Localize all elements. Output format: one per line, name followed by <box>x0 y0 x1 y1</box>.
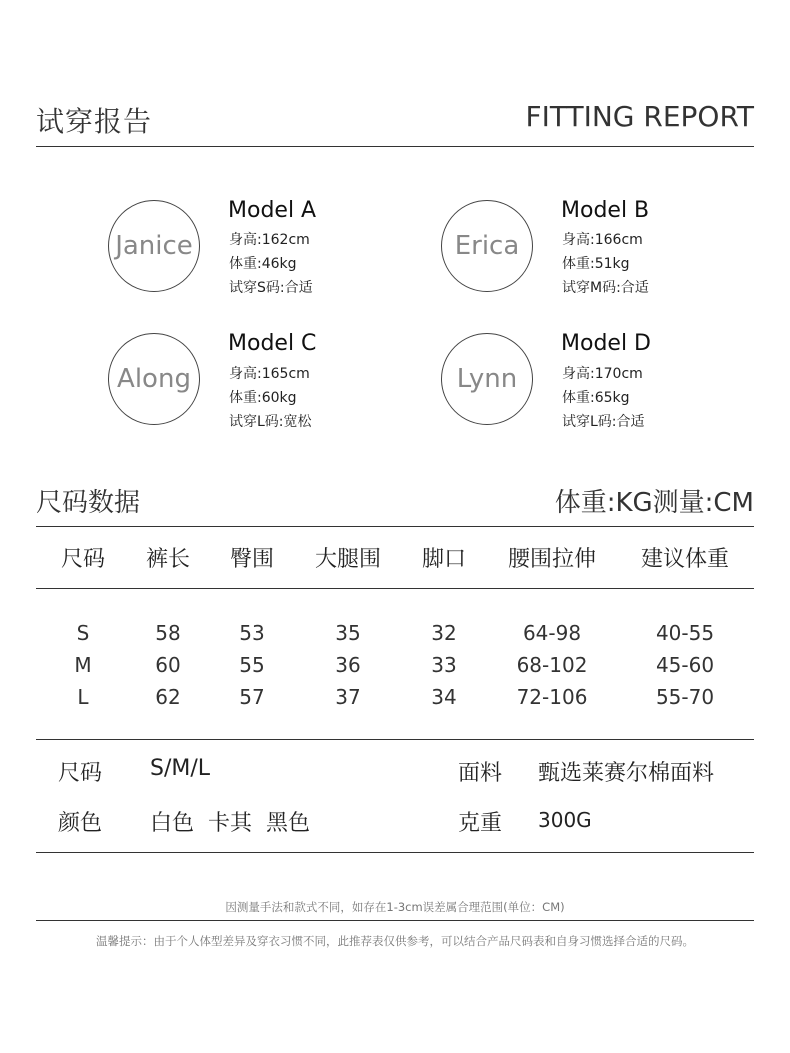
report-title-en: FITTING REPORT <box>525 100 754 133</box>
size-section-title: 尺码数据 <box>36 488 141 518</box>
table-cell: S <box>76 621 90 645</box>
model-weight: 体重:51kg <box>562 256 630 272</box>
table-cell: 58 <box>155 621 181 645</box>
table-header-cell: 臀围 <box>229 547 274 572</box>
table-cell: 36 <box>335 653 361 677</box>
header-divider <box>36 146 754 147</box>
color-value: 白色 卡其 黑色 <box>150 811 310 836</box>
table-cell: 55 <box>239 653 265 677</box>
model-height: 身高:170cm <box>562 366 643 382</box>
model-name: Model D <box>561 331 651 356</box>
model-fit: 试穿L码:宽松 <box>229 414 312 430</box>
table-cell: M <box>74 653 92 677</box>
color-label: 颜色 <box>58 811 103 836</box>
table-cell: 57 <box>239 685 265 709</box>
model-avatar-circle: Janice <box>108 200 200 292</box>
table-cell: 60 <box>155 653 181 677</box>
table-header-divider <box>36 588 754 589</box>
table-cell: 34 <box>431 685 457 709</box>
gram-label: 克重 <box>458 811 503 836</box>
table-header-cell: 裤长 <box>145 547 190 572</box>
table-header-cell: 尺码 <box>60 547 105 572</box>
measure-note: 因测量手法和款式不同，如存在1-3cm误差属合理范围(单位：CM) <box>225 900 565 914</box>
table-cell: 37 <box>335 685 361 709</box>
table-cell: 68-102 <box>516 653 588 677</box>
model-fit: 试穿S码:合适 <box>229 280 313 296</box>
model-height: 身高:166cm <box>562 232 643 248</box>
gram-value: 300G <box>538 808 592 832</box>
table-cell: 72-106 <box>516 685 588 709</box>
table-cell: 33 <box>431 653 457 677</box>
model-weight: 体重:65kg <box>562 390 630 406</box>
table-cell: 62 <box>155 685 181 709</box>
model-weight: 体重:60kg <box>229 390 297 406</box>
report-title-cn: 试穿报告 <box>36 105 153 138</box>
table-cell: 53 <box>239 621 265 645</box>
model-avatar-circle: Lynn <box>441 333 533 425</box>
model-height: 身高:162cm <box>229 232 310 248</box>
table-cell: 35 <box>335 621 361 645</box>
model-weight: 体重:46kg <box>229 256 297 272</box>
fabric-value: 甄选莱赛尔棉面料 <box>538 761 715 786</box>
size-value: S/M/L <box>150 756 211 781</box>
table-cell: 55-70 <box>655 685 715 709</box>
table-cell: L <box>77 685 89 709</box>
model-height: 身高:165cm <box>229 366 310 382</box>
note-divider <box>36 920 754 921</box>
table-cell: 40-55 <box>655 621 715 645</box>
table-header-cell: 腰围拉伸 <box>507 547 596 572</box>
info-bottom-divider <box>36 852 754 853</box>
model-fit: 试穿L码:合适 <box>562 414 645 430</box>
model-avatar-circle: Erica <box>441 200 533 292</box>
table-cell: 64-98 <box>522 621 582 645</box>
table-top-divider <box>36 526 754 527</box>
size-section-unit: 体重:KG测量:CM <box>554 488 754 518</box>
fabric-label: 面料 <box>458 761 503 786</box>
size-label: 尺码 <box>58 761 103 786</box>
model-fit: 试穿M码:合适 <box>562 280 649 296</box>
table-header-cell: 大腿围 <box>314 547 381 572</box>
table-header-cell: 脚口 <box>421 547 466 572</box>
model-name: Model A <box>228 198 317 223</box>
model-name: Model B <box>561 198 650 223</box>
tip-note: 温馨提示：由于个人体型差异及穿衣习惯不同，此推荐表仅供参考，可以结合产品尺码表和自身习惯选择合适的尺码。 <box>96 934 694 948</box>
table-cell: 45-60 <box>655 653 715 677</box>
table-header-cell: 建议体重 <box>640 547 729 572</box>
table-cell: 32 <box>431 621 457 645</box>
model-avatar-circle: Along <box>108 333 200 425</box>
model-name: Model C <box>228 331 317 356</box>
info-top-divider <box>36 739 754 740</box>
